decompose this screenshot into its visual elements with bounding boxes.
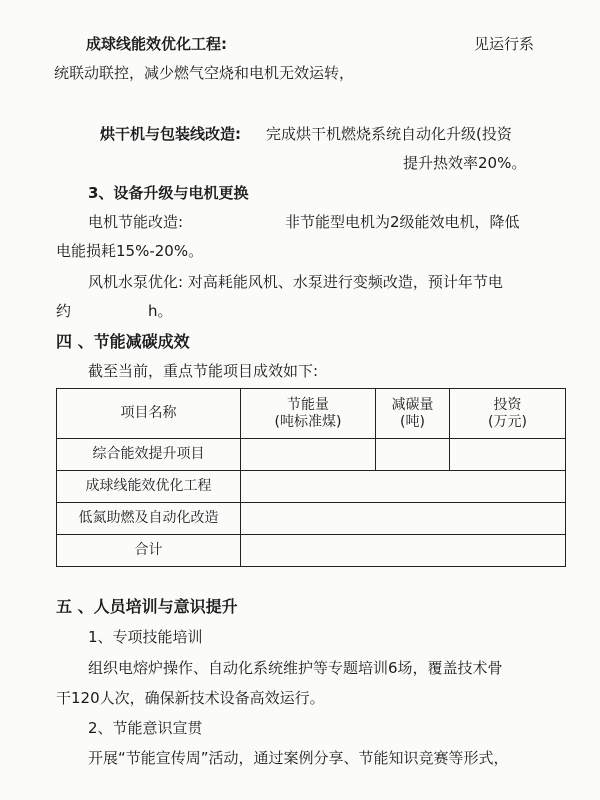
table-header-row: [57, 389, 566, 439]
table-row: [57, 439, 566, 471]
section5-title: 五 、人员培训与意识提升: [56, 597, 238, 616]
cell-energy: [241, 439, 376, 471]
section3-title: 3、设备升级与电机更换: [88, 184, 249, 202]
section5-sub1: 1、专项技能培训: [88, 628, 203, 646]
header-investment: 投资 (万元): [450, 389, 566, 439]
section5-p1-continuation: 干120人次，确保新技术设备高效运行。: [56, 689, 325, 707]
fan-continuation-b: h。: [148, 302, 173, 320]
p1-label: 成球线能效优化工程:: [86, 35, 227, 53]
cell-investment: [450, 439, 566, 471]
section4-title: 四 、节能减碳成效: [56, 332, 190, 351]
p2-text: 完成烘干机燃烧系统自动化升级(投资: [266, 125, 512, 143]
motor-label: 电机节能改造:: [88, 213, 184, 231]
cell-merged-values: [241, 535, 566, 567]
header-project-name: 项目名称: [57, 389, 241, 439]
header-energy-saving: 节能量 (吨标准煤): [241, 389, 376, 439]
table-row: [57, 503, 566, 535]
cell-project-name: 成球线能效优化工程: [57, 471, 241, 503]
p1-tail-text: 见运行系: [474, 35, 535, 53]
section5-sub2: 2、节能意识宣贯: [88, 719, 203, 737]
header-carbon-reduction: 减碳量 (吨): [376, 389, 450, 439]
section5-p1: 组织电熔炉操作、自动化系统维护等专题培训6场，覆盖技术骨: [88, 659, 503, 677]
cell-project-name: 低氮助燃及自动化改造: [57, 503, 241, 535]
p1-continuation: 统联动联控，减少燃气空烧和电机无效运转，: [54, 64, 355, 82]
cell-project-name: 综合能效提升项目: [57, 439, 241, 471]
table-row-total: [57, 535, 566, 567]
motor-text: 非节能型电机为2级能效电机，降低: [285, 213, 520, 231]
fan-text: 风机水泵优化: 对高耗能风机、水泵进行变频改造，预计年节电: [88, 273, 503, 291]
cell-merged-values: [241, 471, 566, 503]
fan-continuation-a: 约: [56, 302, 72, 320]
energy-saving-table: [56, 388, 566, 567]
p2-label: 烘干机与包装线改造:: [100, 125, 241, 143]
p2-continuation: 提升热效率20%。: [403, 154, 527, 172]
cell-total-label: 合计: [57, 535, 241, 567]
table-row: [57, 471, 566, 503]
section5-p2: 开展“节能宣传周”活动，通过案例分享、节能知识竞赛等形式，: [88, 749, 509, 767]
cell-carbon: [376, 439, 450, 471]
section4-intro: 截至当前，重点节能项目成效如下:: [88, 362, 319, 380]
motor-continuation: 电能损耗15%-20%。: [56, 242, 204, 260]
cell-merged-values: [241, 503, 566, 535]
